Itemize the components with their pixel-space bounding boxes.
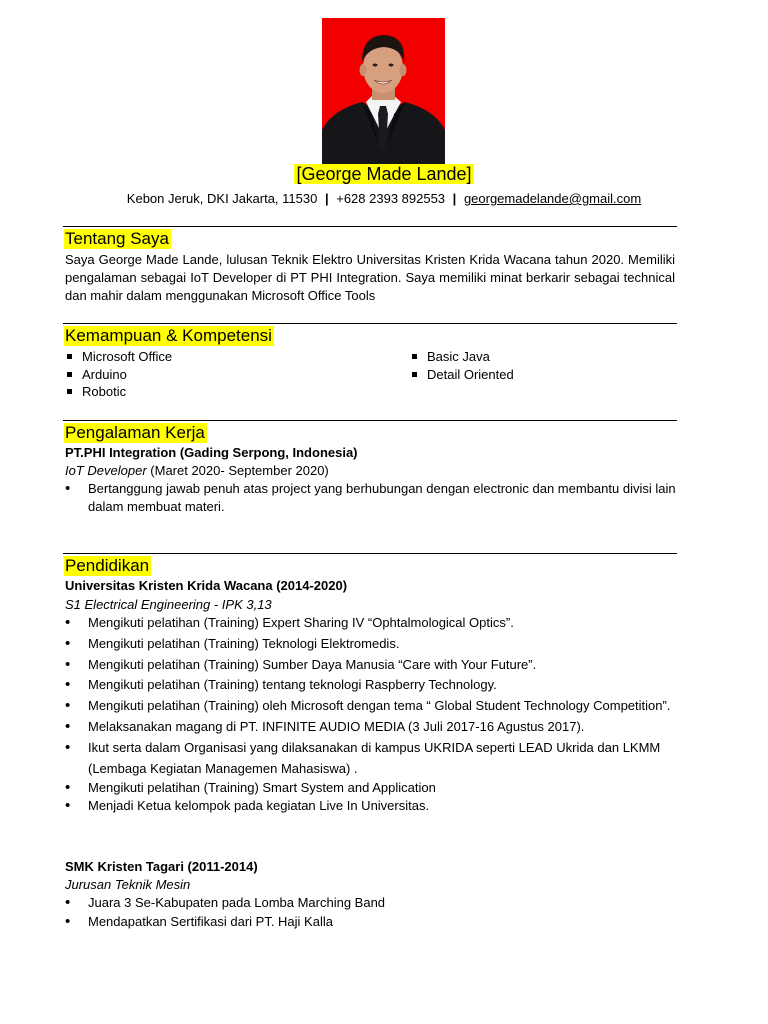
separator-2: | xyxy=(452,191,457,206)
education-school-1: Universitas Kristen Krida Wacana (2014-2020) xyxy=(65,578,348,593)
education-list-1 xyxy=(65,613,677,815)
skill-item: Arduino xyxy=(65,366,172,384)
skills-heading: Kemampuan & Kompetensi xyxy=(65,326,272,345)
section-divider-skills xyxy=(63,323,677,324)
education-item: • Mengikuti pelatihan (Training) Teknologi Elektromedis. xyxy=(65,634,677,655)
about-text: Saya George Made Lande, lulusan Teknik Elektro Universitas Kristen Krida Wacana tahun 2020. Memiliki pengalaman sebagai IoT Developer di PT PHI Integration. Saya memiliki minat berkarir sebagai technical dan mahir dalam menggunakan Microsoft Office Tools xyxy=(65,252,675,303)
skills-list-left xyxy=(65,348,172,401)
experience-role: IoT Developer xyxy=(65,463,147,478)
skill-item: Detail Oriented xyxy=(410,366,514,384)
portrait-image xyxy=(322,18,445,164)
about-heading: Tentang Saya xyxy=(65,229,169,248)
experience-heading: Pengalaman Kerja xyxy=(65,423,205,442)
email-link[interactable]: georgemadelande@gmail.com xyxy=(463,191,642,206)
experience-period: (Maret 2020- September 2020) xyxy=(150,463,329,478)
education-heading: Pendidikan xyxy=(65,556,150,575)
skill-item: Microsoft Office xyxy=(65,348,172,366)
skills-list-right xyxy=(410,348,514,383)
experience-item: • Bertanggung jawab penuh atas project yang berhubungan dengan electronic dan membantu divisi lain dalam membuat materi. xyxy=(65,480,677,516)
section-divider-education xyxy=(63,553,677,554)
education-item: • Ikut serta dalam Organisasi yang dilaksanakan di kampus UKRIDA seperti LEAD Ukrida dan LKMM (Lembaga Kegiatan Managemen Mahasiswa) . xyxy=(65,738,677,780)
candidate-name xyxy=(0,164,768,185)
education-item: • Mengikuti pelatihan (Training) Smart System and Application xyxy=(65,779,677,797)
candidate-name-text: [George Made Lande] xyxy=(296,164,472,184)
education-degree-2: Jurusan Teknik Mesin xyxy=(65,877,191,892)
skill-item: Robotic xyxy=(65,383,172,401)
separator-1: | xyxy=(324,191,329,206)
education-list-2 xyxy=(65,893,677,931)
address-text: Kebon Jeruk, DKI Jakarta, 11530 xyxy=(126,191,318,206)
section-divider-about xyxy=(63,226,677,227)
education-item: • Juara 3 Se-Kabupaten pada Lomba Marching Band xyxy=(65,893,677,912)
education-degree-1: S1 Electrical Engineering - IPK 3,13 xyxy=(65,597,272,612)
education-item: • Menjadi Ketua kelompok pada kegiatan Live In Universitas. xyxy=(65,797,677,815)
skill-item: Basic Java xyxy=(410,348,514,366)
education-item: • Mengikuti pelatihan (Training) oleh Microsoft dengan tema “ Global Student Technology Competition”. xyxy=(65,696,677,717)
education-item: • Mengikuti pelatihan (Training) Expert Sharing IV “Ophtalmological Optics”. xyxy=(65,613,677,634)
education-school-2: SMK Kristen Tagari (2011-2014) xyxy=(65,859,258,874)
experience-company: PT.PHI Integration (Gading Serpong, Indonesia) xyxy=(65,445,358,460)
experience-list xyxy=(65,480,677,516)
education-item: • Melaksanakan magang di PT. INFINITE AUDIO MEDIA (3 Juli 2017-16 Agustus 2017). xyxy=(65,717,677,738)
experience-role-line xyxy=(65,462,329,480)
section-divider-experience xyxy=(63,420,677,421)
contact-line xyxy=(0,191,768,206)
education-item: • Mendapatkan Sertifikasi dari PT. Haji Kalla xyxy=(65,912,677,931)
profile-photo xyxy=(322,18,445,164)
education-item: • Mengikuti pelatihan (Training) Sumber Daya Manusia “Care with Your Future”. xyxy=(65,655,677,676)
education-item: • Mengikuti pelatihan (Training) tentang teknologi Raspberry Technology. xyxy=(65,675,677,696)
phone-text: +628 2393 892553 xyxy=(336,191,446,206)
